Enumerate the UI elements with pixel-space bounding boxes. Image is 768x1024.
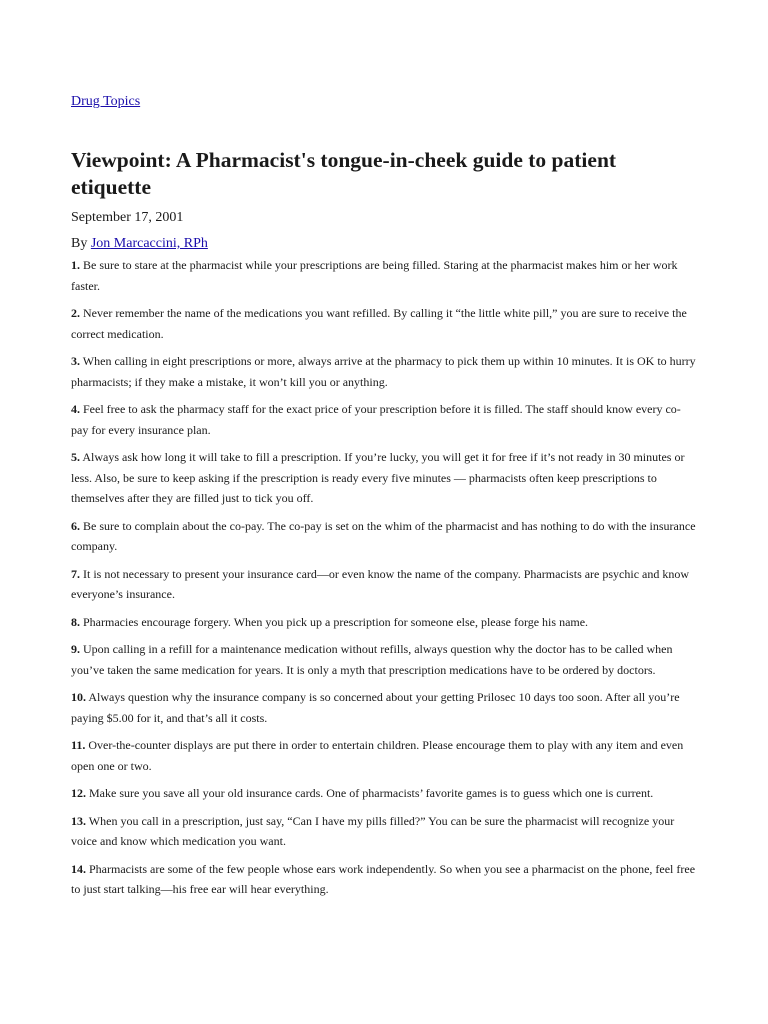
tip-item [71, 447, 697, 509]
tips-list [71, 255, 697, 900]
tip-number: 9. [71, 642, 80, 656]
author-link[interactable]: Jon Marcaccini, RPh [90, 236, 208, 251]
tip-text: When calling in eight prescriptions or more, always arrive at the pharmacy to pick them up within 10 minutes. It is OK to hurry pharmacists; if they make a mistake, it won’t kill you or anything. [71, 354, 696, 389]
article-page [71, 92, 697, 907]
tip-number: 6. [71, 518, 80, 533]
tip-text: Over-the-counter displays are put there in order to entertain children. Please encourage them to play with any item and even open one or two. [71, 738, 684, 773]
tip-item [71, 303, 697, 344]
tip-text: Never remember the name of the medications you want refilled. By calling it “the little white pill,” you are sure to receive the correct medication. [71, 306, 687, 341]
article-title: Viewpoint: A Pharmacist's tongue-in-cheek guide to patient etiquette [71, 148, 617, 199]
byline [71, 235, 697, 253]
tip-number: 3. [71, 354, 80, 368]
tip-text: Feel free to ask the pharmacy staff for the exact price of your prescription before it is filled. The staff should know every co-pay for every insurance plan. [71, 402, 681, 437]
tip-item [71, 351, 697, 392]
tip-number: 10. [71, 690, 86, 704]
tip-number: 11. [71, 738, 86, 752]
tip-text: Always ask how long it will take to fill a prescription. If you’re lucky, you will get it for free if it’s not ready in 30 minutes or less. Also, be sure to keep asking if the prescription is ready every five minutes — pharmacists often keep prescriptions to themselves after they are filled just to tick you off. [71, 450, 685, 505]
tip-text: Pharmacies encourage forgery. When you pick up a prescription for someone else, please forge his name. [83, 614, 589, 629]
tip-text: Make sure you save all your old insurance cards. One of pharmacists’ favorite games is to guess which one is current. [89, 786, 654, 800]
tip-item [71, 735, 697, 776]
tip-number: 8. [71, 614, 80, 629]
tip-text: Pharmacists are some of the few people whose ears work independently. So when you see a pharmacist on the phone, feel free to just start talking—his free ear will hear everything. [71, 861, 696, 896]
tip-item [71, 612, 697, 633]
tip-item [71, 783, 697, 804]
tip-number: 5. [71, 450, 80, 464]
tip-item [71, 516, 697, 557]
tip-number: 12. [71, 786, 86, 800]
byline-prefix: By [71, 236, 88, 251]
tip-item [71, 859, 697, 900]
tip-number: 14. [71, 861, 86, 876]
tip-text: Be sure to stare at the pharmacist while your prescriptions are being filled. Staring at the pharmacist makes him or her work faster. [71, 258, 678, 293]
tip-item [71, 811, 697, 852]
tip-text: It is not necessary to present your insurance card—or even know the name of the company. Pharmacists are psychic and know everyone’s insurance. [71, 566, 690, 601]
article-date: September 17, 2001 [71, 210, 184, 225]
tip-number: 4. [71, 402, 80, 416]
tip-number: 13. [71, 813, 86, 828]
tip-item [71, 687, 697, 728]
tip-item [71, 399, 697, 440]
source-link[interactable]: Drug Topics [71, 94, 141, 109]
tip-item [71, 639, 697, 680]
tip-number: 2. [71, 306, 80, 320]
tip-number: 1. [71, 258, 80, 272]
tip-text: Be sure to complain about the co-pay. The co-pay is set on the whim of the pharmacist and has nothing to do with the insurance company. [71, 518, 696, 553]
tip-text: When you call in a prescription, just say, “Can I have my pills filled?” You can be sure the pharmacist will recognize your voice and know which medication you want. [71, 813, 675, 848]
tip-text: Upon calling in a refill for a maintenance medication without refills, always question why the doctor has to be called when you’ve taken the same medication for years. It is only a myth that prescription medications have to be ordered by doctors. [71, 642, 673, 677]
tip-number: 7. [71, 566, 80, 581]
tip-text: Always question why the insurance company is so concerned about your getting Prilosec 10 days too soon. After all you’re paying $5.00 for it, and that’s all it costs. [71, 690, 680, 725]
tip-item [71, 255, 697, 296]
tip-item [71, 564, 697, 605]
